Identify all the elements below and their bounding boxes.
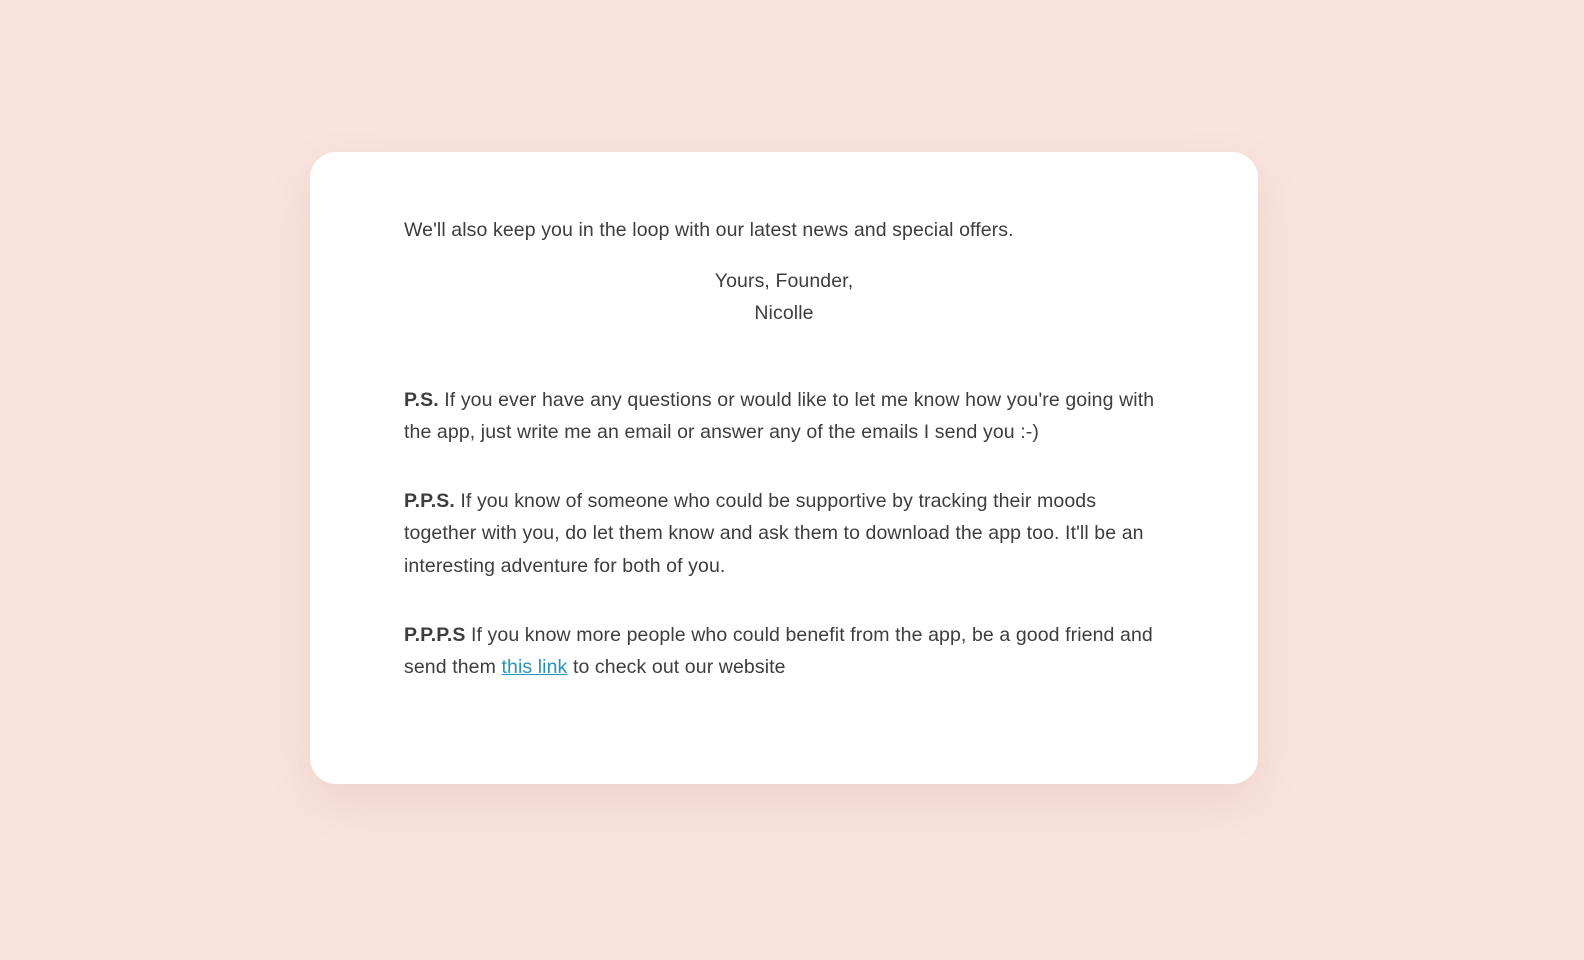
spacer [404, 583, 1164, 619]
intro-paragraph: We'll also keep you in the loop with our latest news and special offers. [404, 219, 1014, 241]
postscript-2-text: If you know of someone who could be supportive by tracking their moods together with you, do let them know and ask them to download the app too. It'll be an interesting adventure for both of you. [404, 489, 1144, 577]
postscript-1-text: If you ever have any questions or would like to let me know how you're going with the app, just write me an email or answer any of the emails I send you :-) [404, 388, 1155, 444]
postscript-3-label: P.P.P.S [404, 623, 466, 646]
postscript-1 [404, 384, 1164, 449]
signoff-line-2: Nicolle [754, 302, 814, 325]
postscript-2 [404, 485, 1164, 583]
postscript-3-text-after-link: to check out our website [567, 656, 786, 679]
email-card [310, 152, 1258, 784]
website-link[interactable]: this link [501, 656, 568, 679]
signoff-line-1: Yours, Founder, [714, 269, 854, 292]
spacer [404, 336, 1164, 384]
postscript-3 [404, 619, 1164, 684]
signoff-block [404, 265, 1164, 330]
postscript-2-label: P.P.S. [404, 489, 455, 512]
postscript-1-label: P.S. [404, 388, 439, 411]
postscript-3-text-before-link: If you know more people who could benefit from the app, be a good friend and send them [404, 623, 1153, 679]
email-body [404, 214, 1164, 684]
spacer [404, 449, 1164, 485]
